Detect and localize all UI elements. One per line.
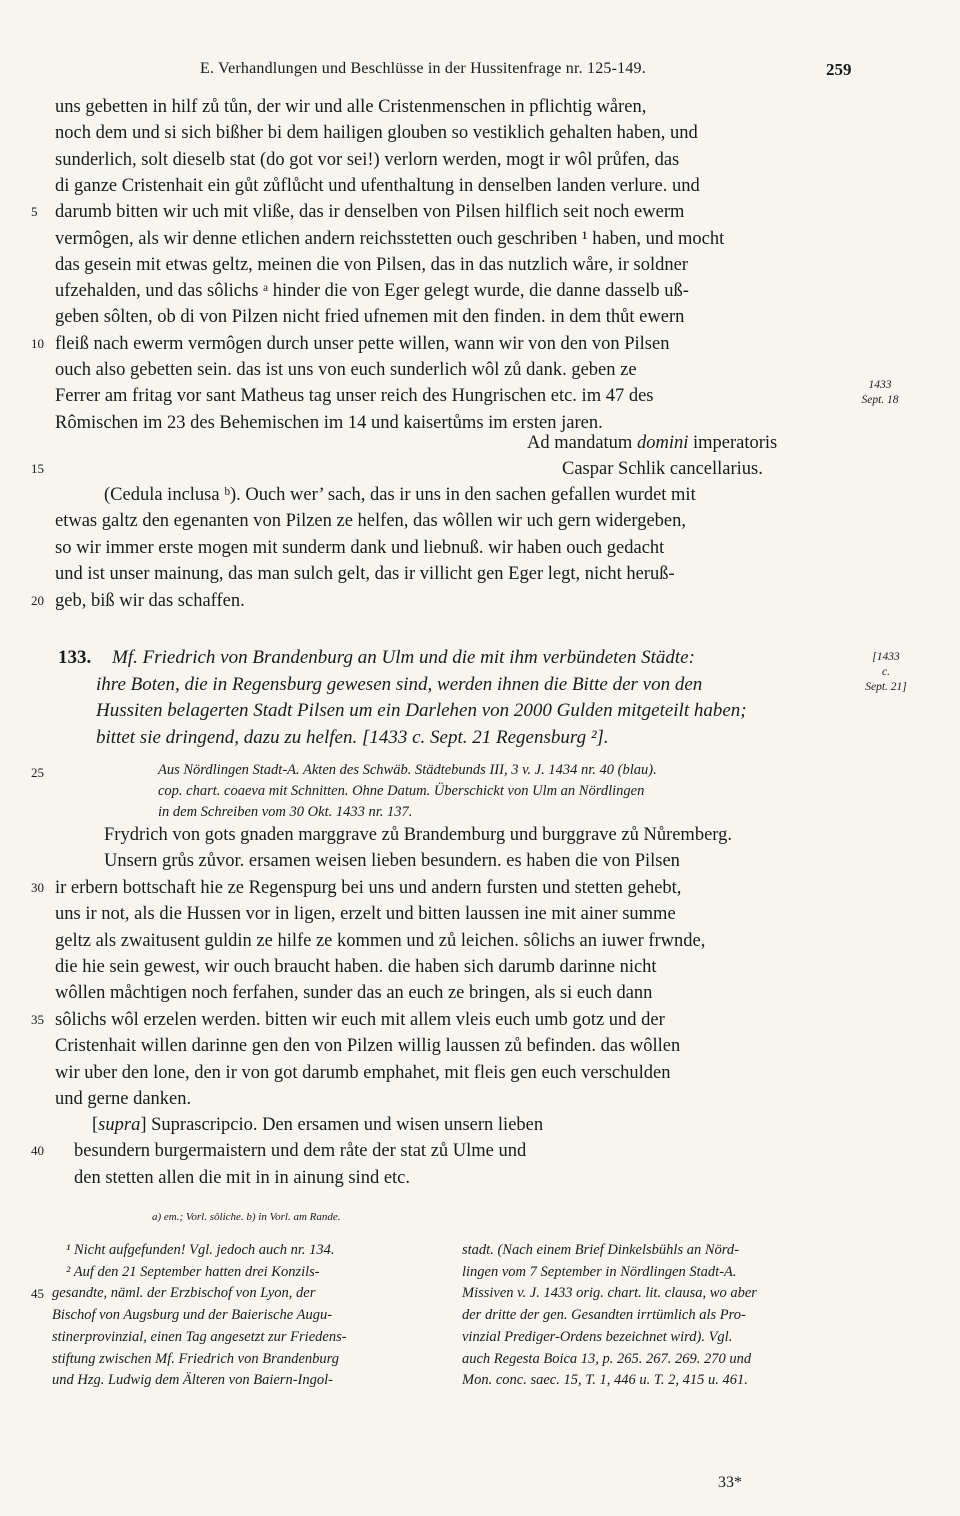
source-line: cop. chart. coaeva mit Schnitten. Ohne Datum. Überschickt von Ulm an Nördlingen: [158, 783, 645, 799]
text-line: ir erbern bottschaft hie ze Regenspurg bei uns und andern fursten und stetten gehebt,: [55, 877, 682, 898]
footnote-line: Missiven v. J. 1433 orig. chart. lit. clausa, wo aber: [462, 1285, 757, 1302]
footnote-line: stiftung zwischen Mf. Friedrich von Brandenburg: [52, 1350, 340, 1367]
text-line: uns ir not, als die Hussen vor in ligen, erzelt und bitten laussen ine mit ainer summe: [55, 904, 676, 925]
source-line: Aus Nördlingen Stadt-A. Akten des Schwäb. Städtebunds III, 3 v. J. 1434 nr. 40 (blau).: [158, 762, 657, 778]
heading-line: bittet sie dringend, dazu zu helfen. [1433 c. Sept. 21 Regensburg ²].: [96, 726, 609, 748]
line-number: 20: [31, 592, 44, 608]
text-line: etwas galtz den egenanten von Pilzen ze helfen, das wôllen wir uch gern widergeben,: [55, 511, 686, 532]
text-line: Rômischen im 23 des Behemischen im 14 und kaisertůms im ersten jaren.: [55, 412, 603, 433]
text-line: wir uber den lone, den ir von got darumb emphahet, mit fleis gen euch verschulden: [55, 1062, 671, 1083]
footnote-line: ² Auf den 21 September hatten drei Konzils-: [66, 1263, 320, 1280]
footnote-line: vinzial Prediger-Ordens bezeichnet wird). Vgl.: [462, 1328, 733, 1345]
page-number: 259: [826, 60, 852, 79]
heading-line: Mf. Friedrich von Brandenburg an Ulm und die mit ihm verbündeten Städte:: [112, 647, 695, 668]
bracket-word: supra: [98, 1115, 141, 1135]
text-line: Cristenhait willen darinne gen den von Pilzen willig laussen zů befinden. das wôllen: [55, 1036, 681, 1057]
margin-date-note: [852, 378, 908, 408]
text-line: und ist unser mainung, das man sulch gelt, das ir villicht gen Eger legt, nicht heruß-: [55, 564, 675, 585]
margin-year: 1433: [868, 379, 892, 391]
signature-line-1: Ad mandatum domini imperatoris: [527, 433, 778, 453]
text-line: vermôgen, als wir denne etlichen andern reichsstetten ouch geschriben ¹ haben, und mocht: [55, 228, 725, 249]
text-line: sôlichs wôl erzelen werden. bitten wir euch mit allem vleis euch umb gotz und der: [55, 1009, 665, 1030]
margin-date: Sept. 18: [861, 394, 899, 406]
line-number: 15: [31, 461, 44, 476]
text-line: geltz als zwaitusent guldin ze hilfe ze kommen und zů leichen. sôlichs an iuwer frwnde,: [55, 930, 706, 951]
line-number: 5: [31, 204, 38, 220]
line-number: 40: [31, 1143, 44, 1159]
text-line: ouch also gebetten sein. das ist uns von euch sunderlich wôl zů dank. geben ze: [55, 360, 637, 380]
text-line: darumb bitten wir uch mit vliße, das ir denselben von Pilsen hilflich seit noch ewerm: [55, 202, 685, 223]
footnote-line: lingen vom 7 September in Nördlingen Stadt-A.: [462, 1263, 737, 1280]
line-number: 10: [31, 335, 44, 351]
text-line: und gerne danken.: [55, 1089, 192, 1109]
signature-line-2: Caspar Schlik cancellarius.: [562, 459, 763, 479]
document-number: 133.: [58, 647, 92, 668]
text-line: das gesein mit etwas geltz, meinen die von Pilsen, das in das nutzlich wåre, ir soldner: [55, 254, 688, 275]
line-number: 45: [31, 1286, 44, 1302]
footnote-line: und Hzg. Ludwig dem Älteren von Baiern-Ingol-: [52, 1372, 333, 1389]
signature-mark: 33*: [718, 1474, 742, 1491]
footnote-line: Bischof von Augsburg und der Baierische Augu-: [52, 1307, 333, 1324]
text-line: noch dem und si sich bißher bi dem hailigen glouben so vestiklich gehalten haben, und: [55, 123, 698, 144]
text-line: Unsern grůs zůvor. ersamen weisen lieben besundern. es haben die von Pilsen: [104, 851, 680, 872]
text-line: uns gebetten in hilf zů tůn, der wir und alle Cristenmenschen in pflichtig wåren,: [55, 97, 647, 117]
margin-date-note-133: [1433 c. Sept. 21]: [865, 651, 907, 693]
text-line: di ganze Cristenhait ein gůt zůflůcht und ufenthaltung in denselben landen verlure. und: [55, 175, 700, 196]
text-line: fleiß nach ewerm vermôgen durch unser pette willen, wann wir von den von Pilsen: [55, 333, 670, 354]
text-line: den stetten allen die mit in in ainung sind etc.: [74, 1167, 411, 1188]
text-line: die hie sein gewest, wir ouch braucht haben. die haben sich darumb darinne nicht: [55, 957, 657, 977]
line-number: 25: [31, 765, 44, 780]
text-line: Ferrer am fritag vor sant Matheus tag unser reich des Hungrischen etc. im 47 des: [55, 386, 654, 407]
line-number: 30: [31, 879, 44, 895]
text-line: sunderlich, solt dieselb stat (do got vor sei!) verlorn werden, mogt ir wôl průfen, das: [55, 149, 680, 170]
text-line: [supra] Suprascripcio. Den ersamen und wisen unsern lieben: [92, 1115, 544, 1135]
text-line: so wir immer erste mogen mit sunderm dank und liebnuß. wir haben ouch gedacht: [55, 537, 665, 558]
heading-line: ihre Boten, die in Regensburg gewesen sind, werden ihnen die Bitte der von den: [96, 673, 703, 695]
line-number: 35: [31, 1011, 44, 1027]
footnote-line: ¹ Nicht aufgefunden! Vgl. jedoch auch nr. 134.: [66, 1242, 335, 1258]
text-line: (Cedula inclusa ᵇ). Ouch wer’ sach, das ir uns in den sachen gefallen wurdet mit: [104, 485, 696, 505]
text-line: geb, biß wir das schaffen.: [55, 590, 245, 611]
source-line: in dem Schreiben vom 30 Okt. 1433 nr. 137.: [158, 804, 413, 820]
heading-line: Hussiten belagerten Stadt Pilsen um ein Darlehen von 2000 Gulden mitgeteilt haben;: [96, 700, 747, 721]
footnote-line: stinerprovinzial, einen Tag angesetzt zur Friedens-: [52, 1328, 347, 1345]
supra-text: Suprascripcio. Den ersamen und wisen unsern lieben: [151, 1115, 544, 1135]
variant-notes: a) em.; Vorl. sôliche. b) in Vorl. am Rande.: [152, 1211, 341, 1223]
footnote-line: der dritte der gen. Gesandten irrtümlich als Pro-: [462, 1307, 746, 1324]
footnote-line: gesandte, näml. der Erzbischof von Lyon, der: [52, 1285, 316, 1302]
running-header: E. Verhandlungen und Beschlüsse in der Hussitenfrage nr. 125-149.: [200, 60, 646, 77]
text-line: ufzehalden, und das sôlichs ᵃ hinder die von Eger gelegt wurde, die danne dasselb uß-: [55, 281, 689, 302]
footnote-line: stadt. (Nach einem Brief Dinkelsbühls an Nörd-: [462, 1242, 739, 1258]
footnote-line: Mon. conc. saec. 15, T. 1, 446 u. T. 2, 415 u. 461.: [462, 1372, 748, 1389]
text-line: Frydrich von gots gnaden marggrave zů Brandemburg und burggrave zů Nůremberg.: [104, 825, 732, 845]
text-line: wôllen måchtigen noch ferfahen, sunder das an euch ze bringen, als si euch dann: [55, 983, 653, 1004]
text-line: besundern burgermaistern und dem råte der stat zů Ulme und: [74, 1141, 527, 1162]
text-line: geben sôlten, ob di von Pilzen nicht fried ufnemen mit den finden. in dem thůt ewern: [55, 307, 685, 328]
footnote-line: auch Regesta Boica 13, p. 265. 267. 269. 270 und: [462, 1350, 752, 1367]
